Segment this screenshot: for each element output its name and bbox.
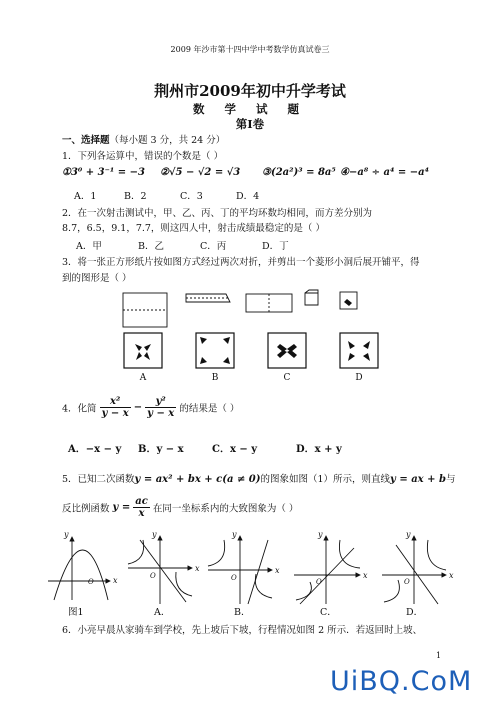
q3-line-1: 3．将一张正方形纸片按如图方式经过两次对折，并剪出一个菱形小洞后展开铺平，得 <box>62 257 420 268</box>
q2-option-d: D．丁 <box>262 241 289 252</box>
fig1-origin: O <box>88 578 94 586</box>
fig1-y-label: y <box>64 530 69 539</box>
q2-line-1: 2．在一次射击测试中，甲、乙、丙、丁的平均环数均相同，而方差分别为 <box>62 208 373 219</box>
q5-quadratic: y = ax² + bx + c(a ≠ 0) <box>134 474 261 485</box>
graph-b-label: B． <box>234 607 251 618</box>
q5-reciprocal-lhs: y = <box>112 502 131 513</box>
q5-reciprocal-fraction: $\frac{ac}{x}$ <box>135 496 148 519</box>
page-header: 2009 年沙市第十四中学中考数学仿真试卷三 <box>170 45 330 54</box>
graph-b-x-label: x <box>275 566 280 575</box>
graph-d-label: D． <box>406 607 424 618</box>
q1-option-d: D．4 <box>236 191 260 202</box>
q4-option-a: A．−x − y <box>68 444 122 455</box>
exam-volume: 第Ⅰ卷 <box>235 117 265 131</box>
graph-c-y-label: y <box>318 530 323 539</box>
q1-option-a: A．1 <box>74 191 97 202</box>
graph-a-line <box>140 540 186 602</box>
graph-d-x-label: x <box>449 571 454 580</box>
q4-suffix: 的结果是（ ） <box>179 403 240 415</box>
graph-a-origin: O <box>150 572 156 580</box>
graph-a-hyperbola-1 <box>128 540 144 564</box>
q1-item-4: ④−a⁸ ÷ a⁴ = −a⁴ <box>340 167 429 178</box>
section-note: （每小题 3 分，共 24 分） <box>109 135 226 146</box>
graph-a-label: A． <box>154 607 171 618</box>
q4-option-b: B．y − x <box>138 444 184 455</box>
graph-c-label: C． <box>320 607 337 618</box>
graph-d-origin: O <box>404 578 410 586</box>
q3-label-c: C <box>283 373 291 383</box>
q5-line-eq: y = ax + b <box>390 474 446 485</box>
q3-line-2: 到的图形是（ ） <box>62 273 132 284</box>
graph-b-origin: O <box>231 574 237 582</box>
q4-prefix: 4．化简 <box>62 403 97 415</box>
q1-item-3: ③(2a²)³ = 8a⁵ <box>262 167 336 178</box>
graph-c-x-label: x <box>363 571 368 580</box>
q4-line: 4．化简 $\frac{\text{x²}}{y - x}$ − $\frac{\text{y²}}{y - x}$ 的结果是（ ） <box>62 396 240 419</box>
page-number: 1 <box>436 651 442 660</box>
q1-item-1: ①3⁰ + 3⁻¹ = −3 <box>62 167 145 178</box>
q2-line-2: 8.7，6.5，9.1，7.7，则这四人中，射击成绩最稳定的是（ ） <box>62 223 325 234</box>
q4-fraction-2: $\frac{\text{y²}}{y - x}$ <box>147 396 175 419</box>
exam-subject: 数 学 试 题 <box>192 102 307 116</box>
q6-line-1: 6．小亮早晨从家骑车到学校，先上坡后下坡，行程情况如图 2 所示．若返回时上坡、 <box>62 625 423 636</box>
graph-a-x-label: x <box>195 564 200 573</box>
fig1-parabola <box>54 550 108 600</box>
q1-stem: 1．下列各运算中，错误的个数是（ ） <box>62 151 224 162</box>
q5-line-2: 反比例函数 y = $\frac{ac}{x}$ 在同一坐标系内的大致图象为（ ） <box>62 496 299 519</box>
section-title: 一、选择题 <box>62 135 110 146</box>
q4-option-c: C．x − y <box>212 444 258 455</box>
graph-c-origin: O <box>316 578 322 586</box>
graph-a-hyperbola-2 <box>176 572 192 596</box>
watermark-logo: UiBQ.CoM <box>330 666 473 697</box>
fig1-caption: 图1 <box>68 607 84 618</box>
q5-line-1: 5．已知二次函数y = ax² + bx + c(a ≠ 0)的图象如图（1）所示，则直线y = ax + b与 <box>62 474 456 485</box>
q1-option-b: B．2 <box>124 191 147 202</box>
q3-label-d: D <box>355 373 363 383</box>
q2-option-b: B．乙 <box>138 241 164 252</box>
graph-b-y-label: y <box>232 530 237 539</box>
q4-option-d: D．x + y <box>296 444 342 455</box>
graph-d-y-label: y <box>406 530 411 539</box>
graph-a-y-label: y <box>152 530 157 539</box>
exam-title: 荆州市2009年初中升学考试 <box>154 82 346 100</box>
q3-label-b: B <box>211 373 219 383</box>
q1-option-c: C．3 <box>180 191 203 202</box>
q2-option-a: A．甲 <box>76 241 102 252</box>
q3-label-a: A <box>139 373 147 383</box>
q4-fraction-1: $\frac{\text{x²}}{y - x}$ <box>101 396 129 419</box>
q2-option-c: C．丙 <box>200 241 227 252</box>
fig1-x-label: x <box>113 576 118 585</box>
q1-item-2: ②√5 − √2 = √3 <box>160 167 241 178</box>
